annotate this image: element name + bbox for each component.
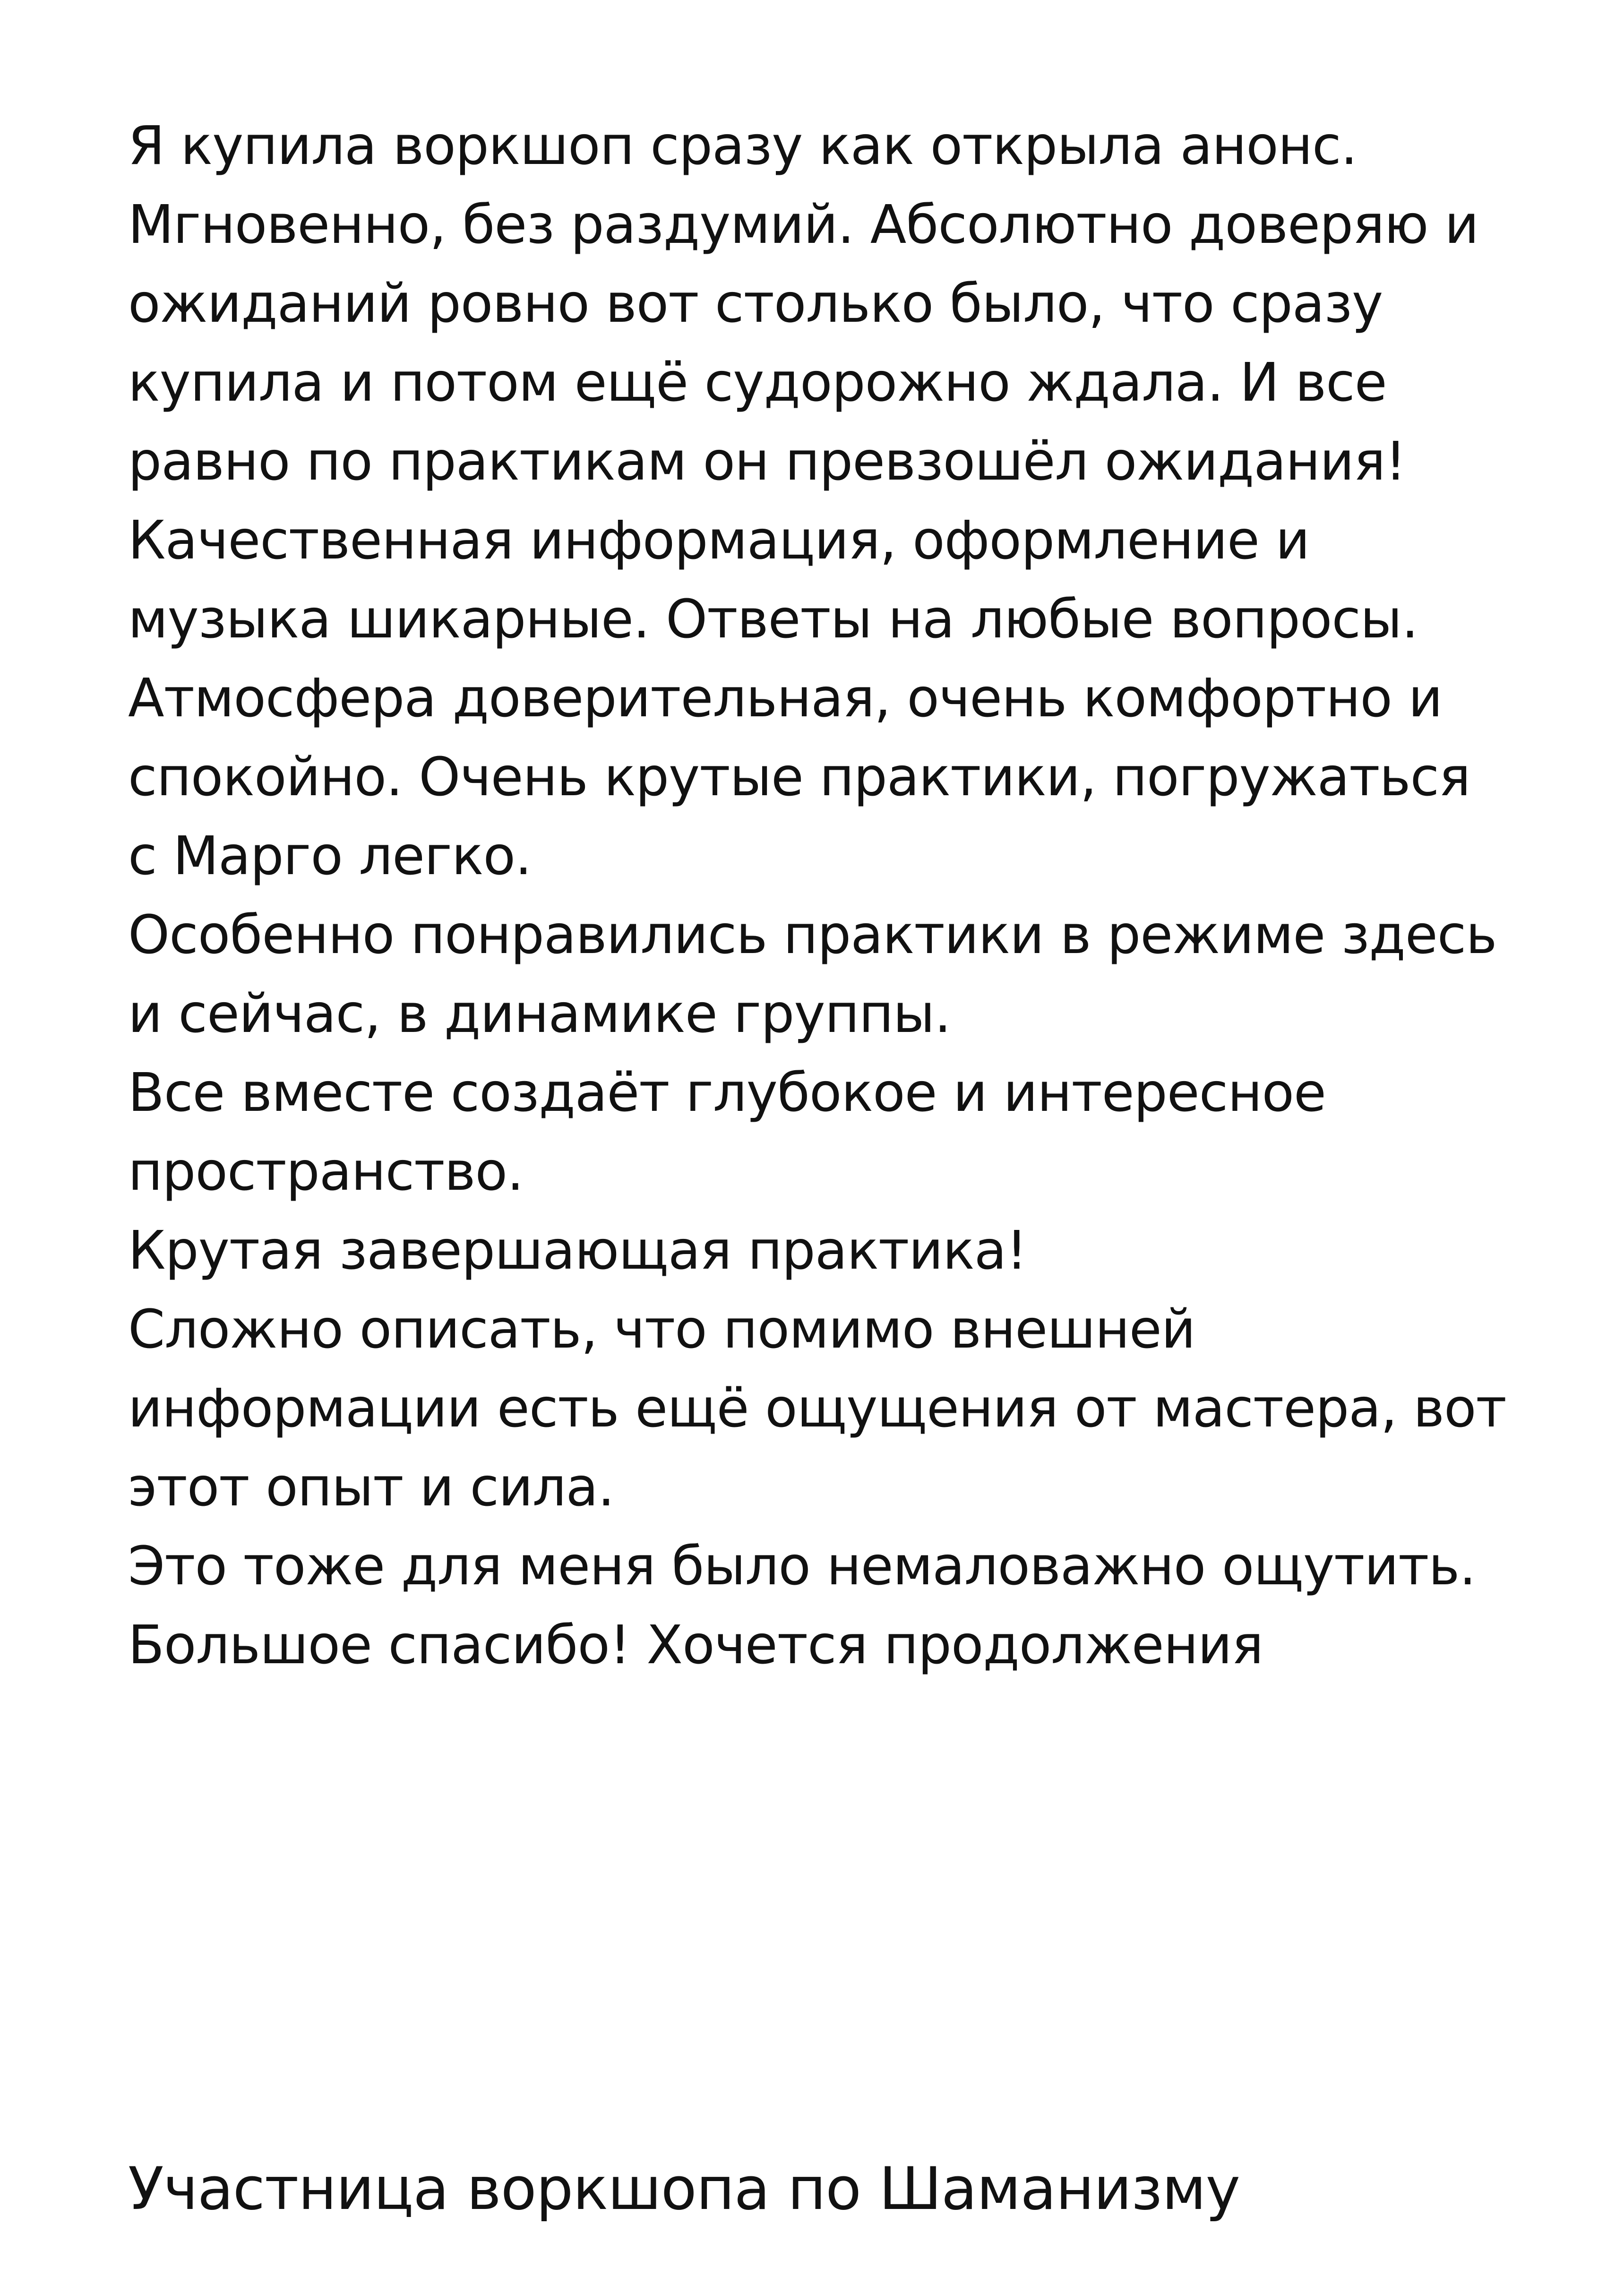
review-line: Я купила воркшоп сразу как открыла анонс. [128, 115, 1358, 177]
review-signature: Участница воркшопа по Шаманизму [128, 2155, 1240, 2223]
review-line: Крутая завершающая практика! [128, 1220, 1027, 1281]
review-line: равно по практикам он превзошёл ожидания! [128, 431, 1406, 492]
review-line: Все вместе создаёт глубокое и интересное [128, 1062, 1326, 1124]
review-line: Атмосфера доверительная, очень комфортно и [128, 668, 1443, 729]
review-line: купила и потом ещё судорожно ждала. И все [128, 352, 1387, 413]
review-line: информации есть ещё ощущения от мастера, вот [128, 1378, 1506, 1439]
review-line: Качественная информация, оформление и [128, 510, 1310, 571]
review-line: Мгновенно, без раздумий. Абсолютно доверяю и [128, 194, 1478, 256]
review-line: Большое спасибо! Хочется продолжения [128, 1615, 1263, 1676]
review-line: музыка шикарные. Ответы на любые вопросы. [128, 589, 1418, 650]
review-line: этот опыт и сила. [128, 1457, 614, 1518]
review-line: Особенно понравились практики в режиме здесь [128, 904, 1497, 966]
review-line: Сложно описать, что помимо внешней [128, 1299, 1195, 1360]
review-line: и сейчас, в динамике группы. [128, 983, 951, 1045]
review-text [128, 107, 1546, 1685]
review-line: с Марго легко. [128, 825, 532, 887]
review-line: пространство. [128, 1141, 524, 1203]
review-line: спокойно. Очень крутые практики, погружаться [128, 747, 1470, 808]
review-line: ожиданий ровно вот столько было, что сразу [128, 273, 1383, 335]
review-line: Это тоже для меня было немаловажно ощутить. [128, 1536, 1476, 1597]
